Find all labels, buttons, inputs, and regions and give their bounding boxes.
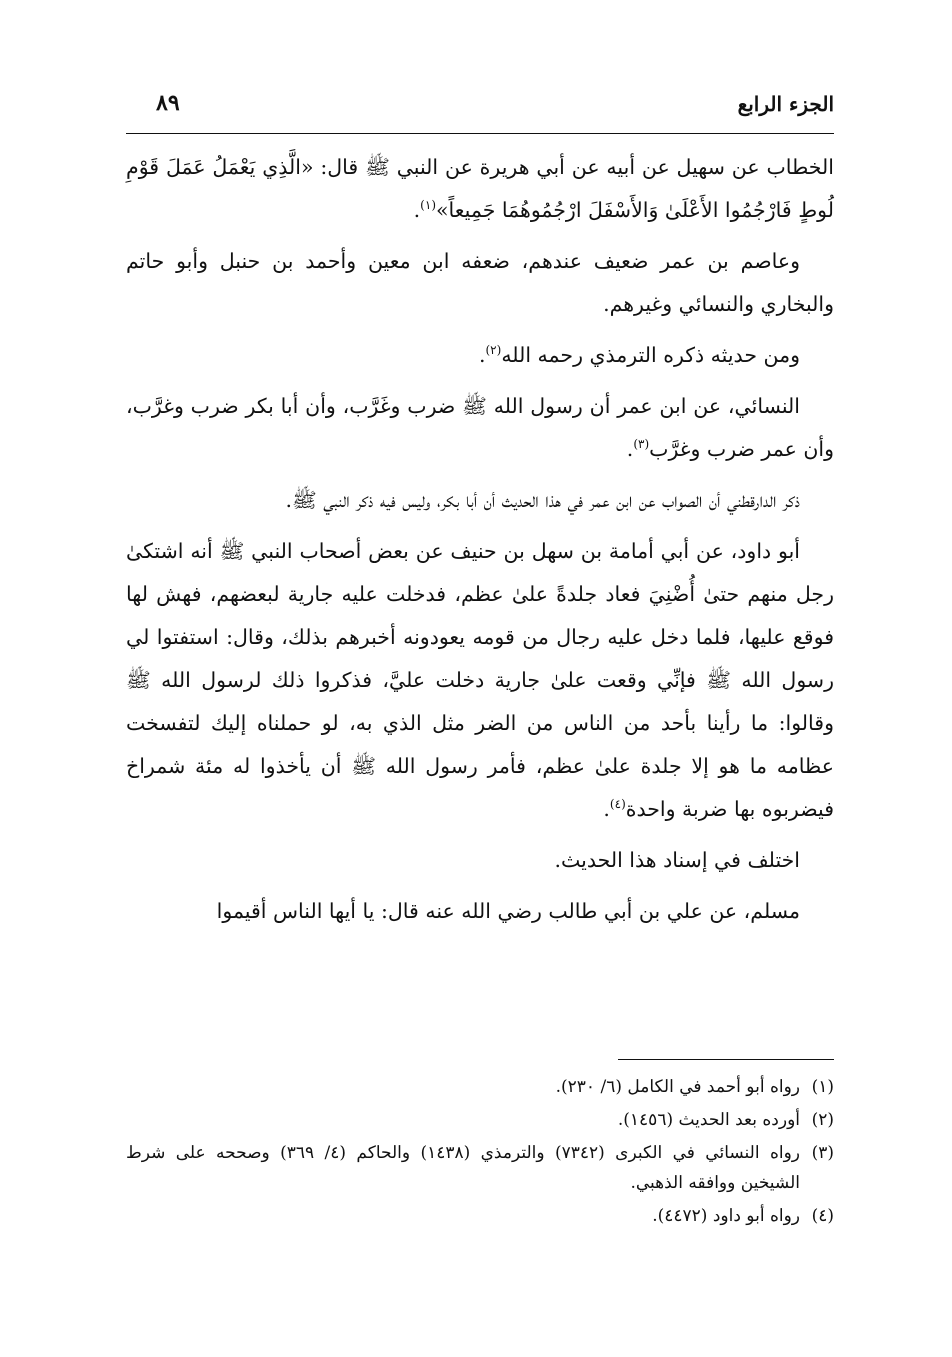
paragraph-4 xyxy=(126,385,834,471)
footnote-1 xyxy=(126,1072,834,1102)
footnote-text: رواه أبو داود (٤٤٧٢). xyxy=(652,1206,800,1226)
footnote-number: (٣) xyxy=(811,1143,834,1163)
footnote-separator xyxy=(618,1059,834,1060)
paragraph-1-tail: . xyxy=(413,198,421,222)
footnote-text: رواه أبو أحمد في الكامل (٦/ ٢٣٠). xyxy=(555,1077,800,1097)
footnotes xyxy=(126,1072,834,1234)
main-text xyxy=(126,146,834,941)
footnote-text: رواه النسائي في الكبرى (٧٣٤٢) والترمذي (١٤٣٨) والحاكم (٤/ ٣٦٩) وصححه على شرط الشيخين ووافقه الذهبي. xyxy=(126,1143,800,1193)
paragraph-6-text: أبو داود، عن أبي أمامة بن سهل بن حنيف عن بعض أصحاب النبي ﷺ أنه اشتكىٰ رجل منهم حتىٰ أُضْنِيَ فعاد جلدةً علىٰ عظم، فدخلت عليه جارية لبعضهم، فهش لها فوقع عليها، فلما دخل عليه رجال من قومه يعودونه أخبرهم بذلك، وقال: استفتوا لي رسول الله ﷺ فإنِّي وقعت علىٰ جارية دخلت عليَّ، فذكروا ذلك لرسول الله ﷺ وقالوا: ما رأينا بأحد من الناس من الضر مثل الذي به، لو حملناه إليك لتفسخت عظامه ما هو إلا جلدة علىٰ عظم، فأمر رسول الله ﷺ أن يأخذوا له مئة شمراخ فيضربوه بها ضربة واحدة xyxy=(126,539,834,821)
paragraph-4-text: النسائي، عن ابن عمر أن رسول الله ﷺ ضرب وغَرَّب، وأن أبا بكر ضرب وغرَّب، وأن عمر ضرب وغرَّب xyxy=(126,394,834,461)
footnote-number: (٢) xyxy=(811,1110,834,1130)
paragraph-3-tail: . xyxy=(478,343,486,367)
footnote-text: أورده بعد الحديث (١٤٥٦). xyxy=(617,1110,800,1130)
header-rule xyxy=(126,133,834,134)
paragraph-1 xyxy=(126,146,834,232)
paragraph-5-text: ذكر الدارقطني أن الصواب عن ابن عمر في هذا الحديث أن أبا بكر، وليس فيه ذكر النبي ﷺ. xyxy=(285,488,800,512)
paragraph-6-tail: . xyxy=(603,797,610,821)
footnote-ref-4: (٤) xyxy=(609,797,626,812)
paragraph-3 xyxy=(126,334,834,377)
paragraph-1-text: الخطاب عن سهيل عن أبيه عن أبي هريرة عن النبي ﷺ قال: «الَّذِي يَعْمَلُ عَمَلَ قَوْمِ لُوطٍ فَارْجُمُوا الأَعْلَىٰ وَالأَسْفَلَ ارْجُمُوهُمَا جَمِيعاً» xyxy=(126,155,834,222)
part-title: الجزء الرابع xyxy=(737,92,834,116)
paragraph-6 xyxy=(126,530,834,831)
paragraph-5 xyxy=(126,479,834,522)
paragraph-8-text: مسلم، عن علي بن أبي طالب رضي الله عنه قال: يا أيها الناس أقيموا xyxy=(216,899,800,923)
paragraph-2-text: وعاصم بن عمر ضعيف عندهم، ضعفه ابن معين وأحمد بن حنبل وأبو حاتم والبخاري والنسائي وغيرهم. xyxy=(126,249,834,316)
footnote-3 xyxy=(126,1138,834,1198)
footnote-ref-1: (١) xyxy=(420,198,436,213)
footnote-2 xyxy=(126,1105,834,1135)
paragraph-3-text: ومن حديثه ذكره الترمذي رحمه الله xyxy=(501,343,800,367)
footnote-ref-3: (٣) xyxy=(633,437,650,452)
paragraph-7 xyxy=(126,839,834,882)
paragraph-8 xyxy=(126,890,834,933)
footnote-ref-2: (٢) xyxy=(485,343,502,358)
paragraph-2 xyxy=(126,240,834,326)
page-number: ٨٩ xyxy=(156,90,180,116)
paragraph-7-text: اختلف في إسناد هذا الحديث. xyxy=(554,848,800,872)
footnote-4 xyxy=(126,1201,834,1231)
running-header xyxy=(126,92,834,126)
footnote-number: (٤) xyxy=(811,1206,834,1226)
paragraph-4-tail: . xyxy=(626,437,634,461)
footnote-number: (١) xyxy=(811,1077,834,1097)
